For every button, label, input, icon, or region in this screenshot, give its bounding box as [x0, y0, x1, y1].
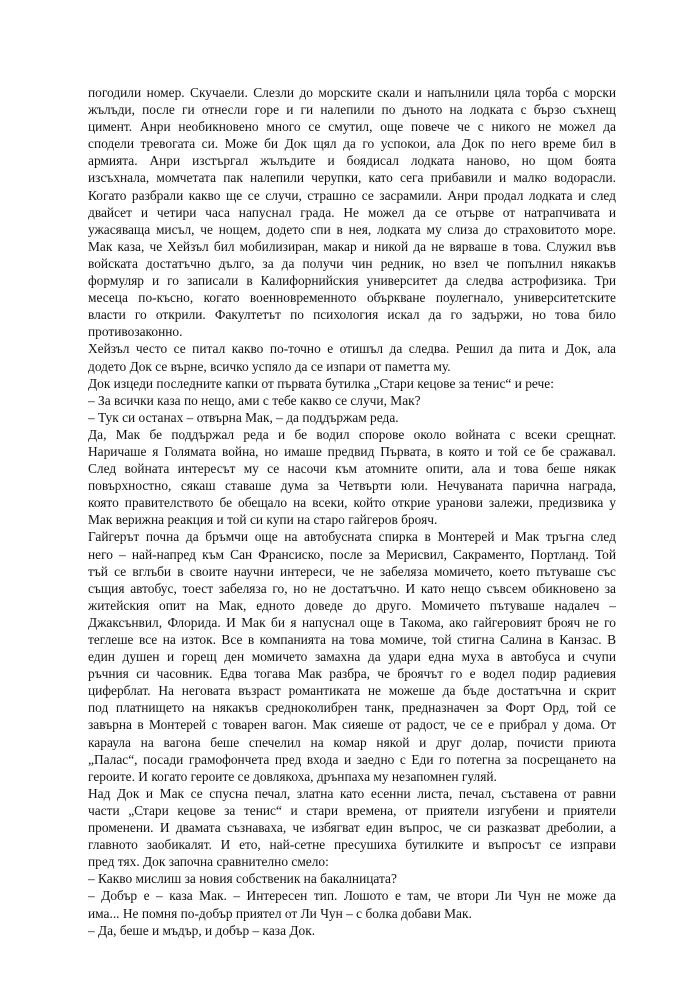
text-line: „Палас“, посади грамофончета пред входа и заедно с Еди го потегна за посрещането на — [88, 751, 616, 767]
text-line: формуляр и го записали в Калифорнийския университет да следва астрофизика. Три — [88, 273, 616, 289]
text-line: части „Стари кецове за тенис“ и стари времена, от приятели изгубени и приятели — [88, 802, 616, 818]
text-line: Мак верижна реакция и той си купи на старо гайгеров брояч. — [88, 512, 438, 528]
text-line: ръчния си часовник. Едва тогава Мак разбра, че броячът го е водел подир радиевия — [88, 666, 616, 682]
text-line: власти го открили. Факултетът по психология искал да го задържи, но това било — [88, 307, 616, 323]
text-line: Когато разбрали какво ще се случи, страшно се засрамили. Анри продал лодката и след — [88, 187, 616, 203]
paragraph — [88, 922, 616, 939]
text-line: месеца по-късно, когато военновременното объркване поулегнало, университетските — [88, 290, 616, 306]
text-line: – Добър е – каза Мак. – Интересен тип. Лошото е там, че втори Ли Чун не може да — [88, 888, 616, 904]
paragraph — [88, 785, 616, 870]
text-line: тъй се вглъби в своите научни интереси, че не забеляза момичето, което пътуваше със — [88, 563, 616, 579]
text-line: сподели тревогата си. Може би Док щял да го успокои, ала Док по него време бил в — [88, 136, 616, 152]
paragraph — [88, 340, 616, 374]
text-line: додето Док се върне, всичко успяло да се изпари от паметта му. — [88, 358, 451, 374]
text-line: пред тях. Док започна сравнително смело: — [88, 854, 329, 870]
text-line: Хейзъл често се питал какво по-точно е отишъл да следва. Решил да пита и Док, ала — [88, 341, 616, 357]
text-line: жълъди, после ги отнесли горе и ги налепили по дъното на лодката с бързо съхнещ — [88, 102, 616, 118]
text-line: същия автобус, тоест забеляза го, но не достатъчно. И като нещо съвсем обикновено за — [88, 580, 616, 596]
text-line: циферблат. На неговата възраст романтиката не можеше да бъде достатъчна и скрит — [88, 683, 616, 699]
text-line: Да, Мак бе поддържал реда и бе водил спорове около войната с всеки срещнат. — [88, 426, 616, 442]
text-line: Над Док и Мак се спусна печал, златна като есенни листа, печал, съставена от равни — [88, 785, 616, 801]
paragraph — [88, 375, 616, 392]
paragraph — [88, 887, 616, 921]
text-line: – Да, беше и мъдър, и добър – каза Док. — [88, 922, 316, 938]
paragraph — [88, 528, 616, 784]
text-line: войската достатъчно дълго, за да получи чин редник, но взел че попълнил някакъв — [88, 255, 616, 271]
text-line: Гайгерът почна да бръмчи още на автобусната спирка в Монтерей и Мак тръгна след — [88, 529, 616, 545]
text-line: противозаконно. — [88, 324, 183, 340]
document-page — [88, 84, 616, 939]
text-line: един душен и горещ ден момичето замахна да удари една муха в автобуса и счупи — [88, 649, 616, 665]
text-line: Док изцеди последните капки от първата бутилка „Стари кецове за тенис“ и рече: — [88, 375, 554, 391]
text-line: Мак каза, че Хейзъл бил мобилизиран, макар и никой да не вярваше в това. Служил във — [88, 238, 616, 254]
paragraph — [88, 409, 616, 426]
text-line: цимент. Анри необикновено много се смутил, още повече че с никого не можел да — [88, 119, 616, 135]
paragraph — [88, 84, 616, 340]
text-line: караула на вагона беше спечелил на комар някой и друг долар, почисти приюта — [88, 734, 616, 750]
text-line: – Тук си останах – отвърна Мак, – да поддържам реда. — [88, 409, 399, 425]
text-line: Наричаше я Голямата война, но имаше предвид Първата, в която и той се бе сражавал. — [88, 443, 616, 459]
text-line: героите. И когато героите се довлякоха, дрънпаха му незапомнен гуляй. — [88, 768, 497, 784]
text-line: под платнището на някакъв средноколибрен танк, предназначен за Форт Орд, той се — [88, 700, 616, 716]
text-line: има... Не помня по-добър приятел от Ли Чун – с болка добави Мак. — [88, 905, 472, 921]
text-line: – За всички каза по нещо, ами с тебе какво се случи, Мак? — [88, 392, 421, 408]
text-line: двайсет и четири часа напуснал града. Не можел да се отърве от натрапчивата и — [88, 204, 616, 220]
paragraph — [88, 392, 616, 409]
paragraph — [88, 870, 616, 887]
text-line: ужасяваща мисъл, че нощем, додето спи в нея, лодката му слиза до страховитото море. — [88, 221, 616, 237]
text-line: Джаксънвил, Флорида. И Мак би я напуснал още в Такома, ако гайгеровият брояч не го — [88, 614, 616, 630]
text-line: теглеше все на изток. Все в компанията на това момиче, той стигна Салина в Канзас. В — [88, 632, 616, 647]
text-line: След войната интересът му се насочи към атомните опити, ала и това беше някак — [88, 461, 616, 477]
text-line: житейския опит на Мак, едното доведе до друго. Момичето пътуваше надалеч – — [88, 597, 616, 613]
text-line: армията. Анри изстъргал жълъдите и боядисал лодката наново, но щом боята — [88, 153, 616, 169]
text-line: него – най-напред към Сан Франсиско, после за Мерисвил, Сакраменто, Портланд. Той — [88, 546, 616, 562]
text-line: главното заобикалят. И ето, най-сетне пресушиха бутилките и въпросът се изправи — [88, 837, 616, 853]
text-line: погодили номер. Скучаели. Слезли до морските скали и напълнили цяла торба с морски — [88, 85, 616, 100]
text-line: изсъхнала, момчетата пак налепили черупки, като сега прибавили и малко водорасли. — [88, 170, 616, 186]
text-line: – Какво мислиш за новия собственик на бакалницата? — [88, 871, 397, 887]
text-line: която правителството бе обещало на всеки, който открие уранови залежи, предизвика у — [88, 495, 616, 511]
text-line: завърна в Монтерей с товарен вагон. Мак сияеше от радост, че се е прибрал у дома. От — [88, 717, 616, 733]
text-line: повърхностно, сякаш ставаше дума за Четвърти юли. Нечуваната парична награда, — [88, 478, 616, 494]
text-line: променени. И двамата съзнаваха, че избягват един въпрос, че си разказват дреболии, а — [88, 820, 616, 836]
paragraph — [88, 426, 616, 529]
